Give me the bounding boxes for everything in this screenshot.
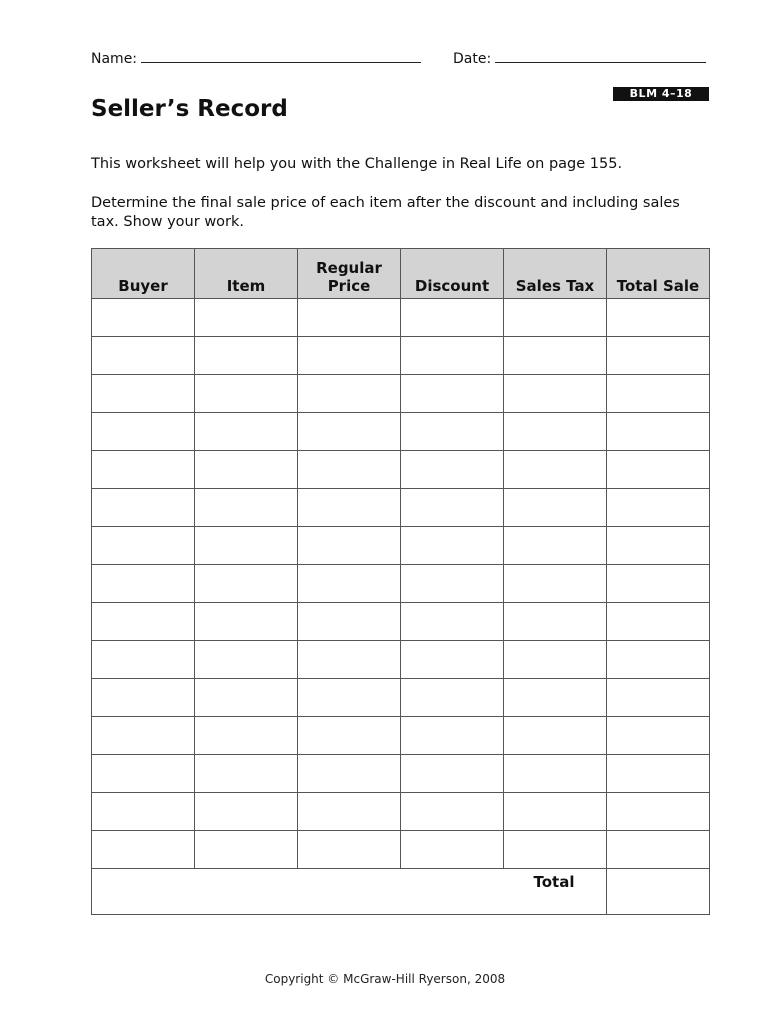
- cell-regular-price[interactable]: [298, 375, 401, 413]
- cell-sales-tax[interactable]: [504, 451, 607, 489]
- cell-total-sale[interactable]: [607, 451, 710, 489]
- cell-sales-tax[interactable]: [504, 755, 607, 793]
- cell-discount[interactable]: [401, 565, 504, 603]
- table-row: [92, 527, 710, 565]
- cell-sales-tax[interactable]: [504, 793, 607, 831]
- cell-item[interactable]: [195, 793, 298, 831]
- cell-total-sale[interactable]: [607, 337, 710, 375]
- cell-buyer[interactable]: [92, 831, 195, 869]
- cell-item[interactable]: [195, 565, 298, 603]
- cell-item[interactable]: [195, 717, 298, 755]
- cell-total-sale[interactable]: [607, 565, 710, 603]
- cell-regular-price[interactable]: [298, 793, 401, 831]
- cell-item[interactable]: [195, 641, 298, 679]
- cell-total-sale[interactable]: [607, 641, 710, 679]
- cell-total-sale[interactable]: [607, 717, 710, 755]
- page-title: Seller’s Record: [91, 96, 288, 122]
- name-label: Name:: [91, 51, 138, 67]
- cell-item[interactable]: [195, 413, 298, 451]
- cell-sales-tax[interactable]: [504, 679, 607, 717]
- cell-total-sale[interactable]: [607, 831, 710, 869]
- cell-discount[interactable]: [401, 375, 504, 413]
- total-sale-cell[interactable]: [607, 869, 710, 915]
- table-row: [92, 603, 710, 641]
- instructions-text: Determine the final sale price of each item after the discount and including sales tax. Show your work.: [91, 195, 680, 230]
- cell-buyer[interactable]: [92, 679, 195, 717]
- cell-total-sale[interactable]: [607, 793, 710, 831]
- cell-discount[interactable]: [401, 831, 504, 869]
- cell-discount[interactable]: [401, 717, 504, 755]
- column-header-sales-tax: Sales Tax: [504, 249, 607, 299]
- cell-discount[interactable]: [401, 679, 504, 717]
- cell-item[interactable]: [195, 451, 298, 489]
- cell-sales-tax[interactable]: [504, 527, 607, 565]
- table-row: [92, 489, 710, 527]
- cell-regular-price[interactable]: [298, 565, 401, 603]
- cell-total-sale[interactable]: [607, 413, 710, 451]
- cell-total-sale[interactable]: [607, 299, 710, 337]
- cell-item[interactable]: [195, 831, 298, 869]
- table-row: [92, 451, 710, 489]
- table-row: [92, 831, 710, 869]
- blm-badge: BLM 4–18: [613, 87, 709, 101]
- total-label: Total: [533, 873, 575, 891]
- cell-sales-tax[interactable]: [504, 337, 607, 375]
- cell-buyer[interactable]: [92, 299, 195, 337]
- sellers-record-table: [91, 248, 710, 915]
- cell-total-sale[interactable]: [607, 679, 710, 717]
- cell-buyer[interactable]: [92, 527, 195, 565]
- cell-buyer[interactable]: [92, 413, 195, 451]
- cell-discount[interactable]: [401, 413, 504, 451]
- cell-sales-tax[interactable]: [504, 375, 607, 413]
- cell-sales-tax[interactable]: [504, 641, 607, 679]
- cell-total-sale[interactable]: [607, 375, 710, 413]
- cell-sales-tax[interactable]: [504, 489, 607, 527]
- cell-item[interactable]: [195, 375, 298, 413]
- cell-item[interactable]: [195, 679, 298, 717]
- cell-discount[interactable]: [401, 641, 504, 679]
- cell-sales-tax[interactable]: [504, 717, 607, 755]
- cell-item[interactable]: [195, 755, 298, 793]
- table-row: [92, 679, 710, 717]
- cell-regular-price[interactable]: [298, 641, 401, 679]
- cell-discount[interactable]: [401, 527, 504, 565]
- date-label: Date:: [453, 51, 492, 67]
- table-row: [92, 375, 710, 413]
- cell-item[interactable]: [195, 489, 298, 527]
- cell-buyer[interactable]: [92, 451, 195, 489]
- cell-buyer[interactable]: [92, 755, 195, 793]
- copyright-footer: Copyright © McGraw-Hill Ryerson, 2008: [264, 972, 506, 986]
- cell-item[interactable]: [195, 337, 298, 375]
- cell-regular-price[interactable]: [298, 489, 401, 527]
- column-header-discount: Discount: [401, 249, 504, 299]
- cell-total-sale[interactable]: [607, 527, 710, 565]
- column-header-buyer: Buyer: [92, 249, 195, 299]
- cell-discount[interactable]: [401, 489, 504, 527]
- cell-regular-price[interactable]: [298, 755, 401, 793]
- cell-discount[interactable]: [401, 755, 504, 793]
- cell-regular-price[interactable]: [298, 717, 401, 755]
- table-row: [92, 755, 710, 793]
- table-row: [92, 299, 710, 337]
- cell-discount[interactable]: [401, 603, 504, 641]
- cell-discount[interactable]: [401, 451, 504, 489]
- column-header-item: Item: [195, 249, 298, 299]
- cell-total-sale[interactable]: [607, 755, 710, 793]
- cell-buyer[interactable]: [92, 717, 195, 755]
- cell-buyer[interactable]: [92, 793, 195, 831]
- cell-sales-tax[interactable]: [504, 565, 607, 603]
- cell-item[interactable]: [195, 299, 298, 337]
- table-row: [92, 641, 710, 679]
- table-row: [92, 337, 710, 375]
- name-field: [91, 50, 421, 67]
- cell-buyer[interactable]: [92, 641, 195, 679]
- table-row: [92, 793, 710, 831]
- cell-buyer[interactable]: [92, 375, 195, 413]
- column-header-total-sale: Total Sale: [607, 249, 710, 299]
- cell-sales-tax[interactable]: [504, 831, 607, 869]
- total-row: [92, 869, 710, 915]
- cell-item[interactable]: [195, 603, 298, 641]
- cell-item[interactable]: [195, 527, 298, 565]
- name-blank-line[interactable]: [141, 50, 421, 63]
- table-row: [92, 413, 710, 451]
- date-field: [453, 50, 706, 67]
- cell-sales-tax[interactable]: [504, 413, 607, 451]
- cell-discount[interactable]: [401, 337, 504, 375]
- cell-buyer[interactable]: [92, 489, 195, 527]
- table-row: [92, 717, 710, 755]
- column-header-regular-price: Regular Price: [298, 249, 401, 299]
- table-row: [92, 565, 710, 603]
- cell-discount[interactable]: [401, 299, 504, 337]
- cell-sales-tax[interactable]: [504, 603, 607, 641]
- cell-regular-price[interactable]: [298, 527, 401, 565]
- table-header-row: [92, 249, 710, 299]
- cell-buyer[interactable]: [92, 603, 195, 641]
- cell-regular-price[interactable]: [298, 451, 401, 489]
- cell-discount[interactable]: [401, 793, 504, 831]
- cell-regular-price[interactable]: [298, 299, 401, 337]
- cell-regular-price[interactable]: [298, 337, 401, 375]
- cell-regular-price[interactable]: [298, 831, 401, 869]
- cell-total-sale[interactable]: [607, 603, 710, 641]
- date-blank-line[interactable]: [495, 50, 706, 63]
- cell-regular-price[interactable]: [298, 679, 401, 717]
- cell-buyer[interactable]: [92, 565, 195, 603]
- total-label-cell: [92, 869, 607, 915]
- cell-regular-price[interactable]: [298, 603, 401, 641]
- cell-total-sale[interactable]: [607, 489, 710, 527]
- cell-regular-price[interactable]: [298, 413, 401, 451]
- intro-text: This worksheet will help you with the Challenge in Real Life on page 155.: [91, 156, 623, 172]
- cell-buyer[interactable]: [92, 337, 195, 375]
- cell-sales-tax[interactable]: [504, 299, 607, 337]
